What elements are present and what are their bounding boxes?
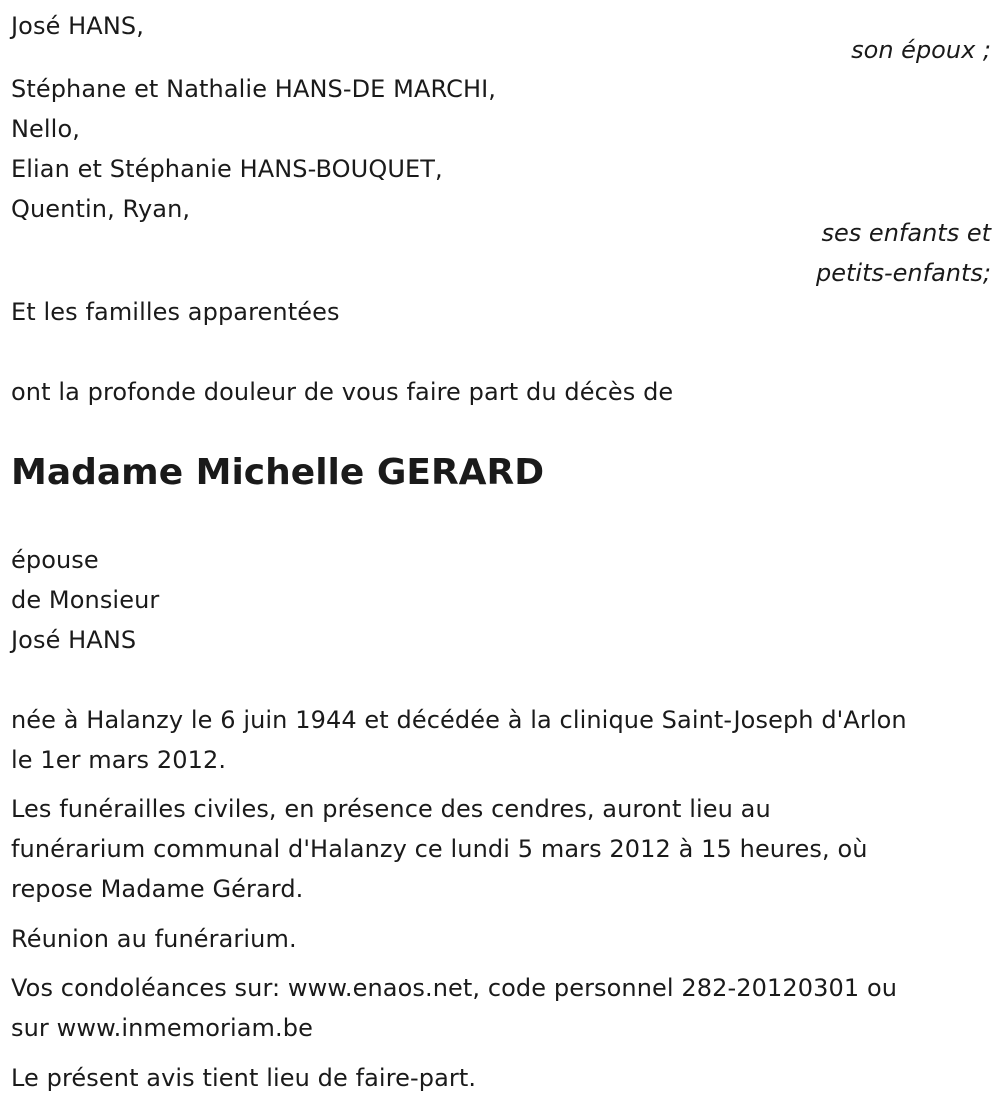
funeral-line3: repose Madame Gérard. (11, 875, 304, 903)
children-role-line1: ses enfants et (821, 219, 991, 247)
notice-text: Le présent avis tient lieu de faire-part. (11, 1064, 477, 1092)
funeral-line2: funérarium communal d'Halanzy ce lundi 5 mars 2012 à 15 heures, où (11, 835, 868, 863)
funeral-line1: Les funérailles civiles, en présence des cendres, auront lieu au (11, 795, 771, 823)
birth-death-line2: le 1er mars 2012. (11, 746, 227, 774)
child-line: Elian et Stéphanie HANS-BOUQUET, (11, 155, 443, 183)
child-line: Nello, (11, 115, 80, 143)
condolences-line1: Vos condoléances sur: www.enaos.net, code personnel 282-20120301 ou (11, 974, 898, 1002)
spouse-of-line3: José HANS (11, 626, 137, 654)
announcement-text: ont la profonde douleur de vous faire part du décès de (11, 378, 674, 406)
condolences-line2: sur www.inmemoriam.be (11, 1014, 313, 1042)
child-line: Stéphane et Nathalie HANS-DE MARCHI, (11, 75, 496, 103)
children-role-line2: petits-enfants; (816, 259, 991, 287)
deceased-name: Madame Michelle GERARD (11, 452, 545, 493)
meeting-text: Réunion au funérarium. (11, 925, 297, 953)
birth-death-line1: née à Halanzy le 6 juin 1944 et décédée à la clinique Saint-Joseph d'Arlon (11, 706, 907, 734)
spouse-of-line2: de Monsieur (11, 586, 160, 614)
child-line: Quentin, Ryan, (11, 195, 191, 223)
spouse-role: son époux ; (851, 36, 991, 64)
spouse-of-line1: épouse (11, 546, 99, 574)
obituary-notice (11, 0, 991, 1112)
spouse-name: José HANS, (11, 12, 144, 40)
related-families: Et les familles apparentées (11, 298, 340, 326)
